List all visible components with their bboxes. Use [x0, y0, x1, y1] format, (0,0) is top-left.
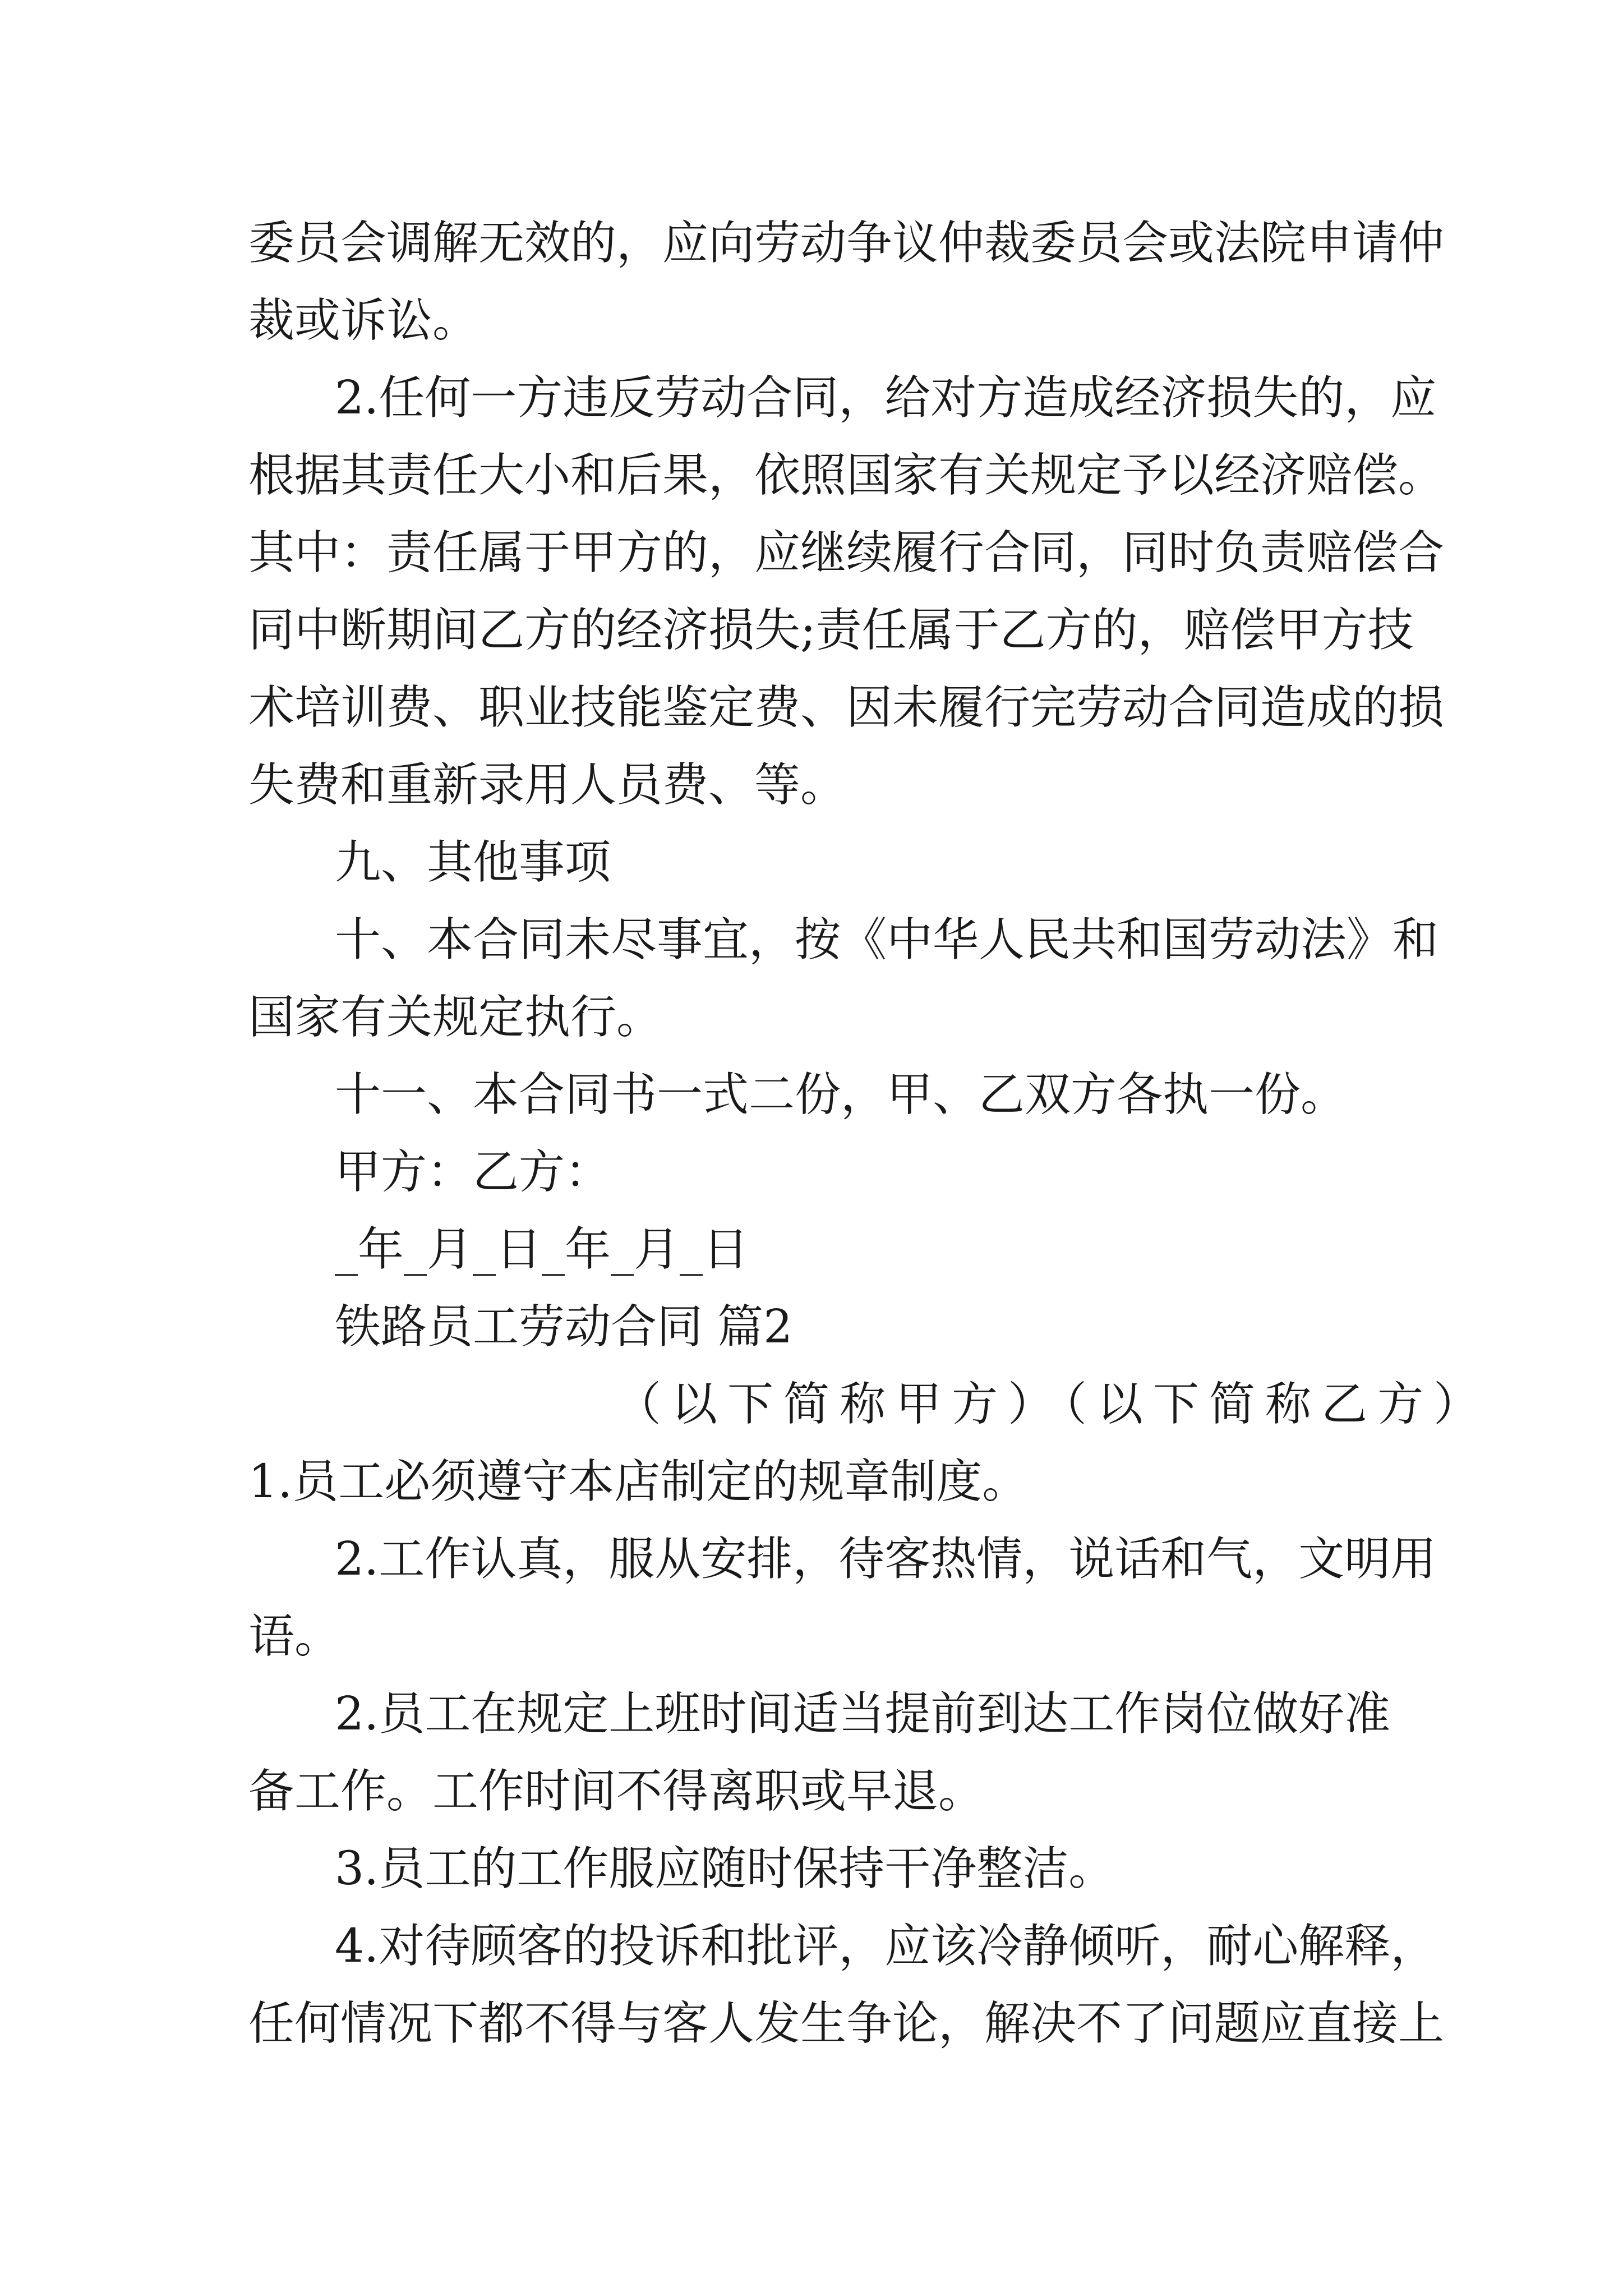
text-line: [0, 353, 1623, 443]
section-heading: [0, 818, 1623, 908]
text-line: [0, 895, 1623, 985]
text-line-content: 2.工作认真，服从安排，待客热情，说话和气，文明用: [335, 1533, 1437, 1586]
text-line-content: 2.员工在规定上班时间适当提前到达工作岗位做好准: [335, 1687, 1391, 1741]
text-line-content: 语。: [248, 1610, 341, 1663]
text-line-content: （以下简称甲方）（以下简称乙方）: [615, 1378, 1490, 1431]
text-line-content: 九、其他事项: [335, 836, 611, 889]
text-line-content: 4.对待顾客的投诉和批评，应该冷静倾听，耐心解释，: [335, 1920, 1437, 1973]
text-line: [0, 199, 1623, 288]
text-line-content: 国家有关规定执行。: [248, 991, 663, 1044]
text-line-content: 委员会调解无效的，应向劳动争议仲裁委员会或法院申请仲: [248, 217, 1445, 270]
text-line-content: 1.员工必须遵守本店制定的规章制度。: [248, 1455, 1029, 1508]
text-line-content: 裁或诉讼。: [248, 294, 479, 347]
text-line-content: 根据其责任大小和后果，依照国家有关规定予以经济赔偿。: [248, 449, 1445, 502]
text-line-content: 任何情况下都不得与客人发生争论，解决不了问题应直接上: [248, 1997, 1445, 2050]
text-line: [0, 1437, 1623, 1527]
text-line: [0, 431, 1623, 521]
text-line: [0, 1747, 1623, 1837]
text-line: [0, 1669, 1623, 1759]
signature-parties: [0, 1128, 1623, 1217]
text-line-content: 十一、本合同书一式二份，甲、乙双方各执一份。: [335, 1068, 1347, 1121]
text-line: [0, 276, 1623, 366]
text-line: [0, 1979, 1623, 2069]
text-line: [0, 508, 1623, 598]
party-abbreviations: [0, 1360, 1623, 1450]
text-line-content: 2.任何一方违反劳动合同，给对方造成经济损失的，应: [335, 371, 1437, 425]
text-line-content: _年_月_日_年_月_日: [335, 1223, 749, 1276]
text-line: [0, 1515, 1623, 1604]
text-line-content: 3.员工的工作服应随时保持干净整洁。: [335, 1842, 1115, 1895]
text-line: [0, 1824, 1623, 1914]
text-line: [0, 740, 1623, 830]
text-line-content: 失费和重新录用人员费、等。: [248, 758, 847, 812]
text-line: [0, 973, 1623, 1062]
text-line-content: 备工作。工作时间不得离职或早退。: [248, 1765, 985, 1818]
text-line-content: 十、本合同未尽事宜，按《中华人民共和国劳动法》和: [335, 913, 1439, 967]
text-line: [0, 1592, 1623, 1682]
contract-title: [0, 1282, 1623, 1372]
signature-dates: [0, 1205, 1623, 1295]
text-line-content: 甲方：乙方：: [335, 1145, 611, 1199]
text-line: [0, 1050, 1623, 1140]
text-line-content: 铁路员工劳动合同 篇2: [335, 1300, 793, 1354]
text-line: [0, 1902, 1623, 1991]
text-line: [0, 663, 1623, 753]
text-line-content: 术培训费、职业技能鉴定费、因未履行完劳动合同造成的损: [248, 681, 1445, 734]
text-line-content: 同中断期间乙方的经济损失;责任属于乙方的，赔偿甲方技: [248, 604, 1414, 657]
text-line-content: 其中：责任属于甲方的，应继续履行合同，同时负责赔偿合: [248, 526, 1445, 579]
text-line: [0, 586, 1623, 675]
